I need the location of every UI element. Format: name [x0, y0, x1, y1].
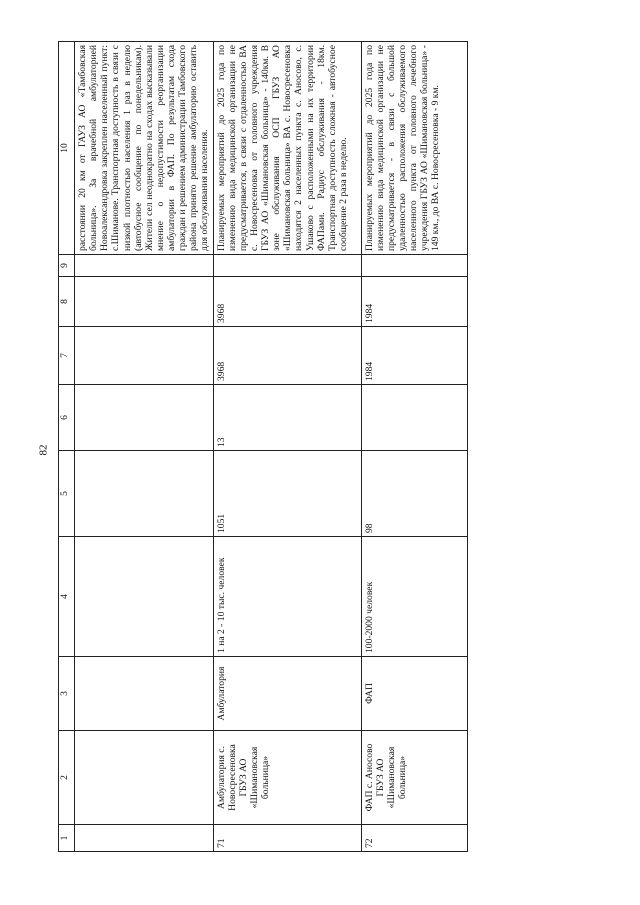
col-header: 8 — [59, 277, 75, 327]
value-col8: 1984 — [361, 277, 468, 327]
row-number: 72 — [361, 825, 468, 852]
table-row — [361, 42, 468, 852]
row-note: Планируемых мероприятий до 2025 года по изменению вида медицинской организации не предусматривается - в связи с большой удаленностью расположения обслуживаемого населенного пункта от головного лечебного учреждения ГБУЗ АО «Шимановская больница» - 149 км., до ВА с. Новосресеновка - 9 км. — [361, 42, 468, 255]
population-norm: 100-2000 человек — [361, 537, 468, 657]
col-header: 9 — [59, 255, 75, 277]
value-col8: 3968 — [213, 277, 361, 327]
value-col6: 13 — [213, 385, 361, 451]
row-number: 71 — [213, 825, 361, 852]
col-header: 3 — [59, 657, 75, 731]
population-norm: 1 на 2 - 10 тыс. человек — [213, 537, 361, 657]
col-header: 2 — [59, 731, 75, 825]
facilities-table — [58, 41, 468, 852]
facility-type: Амбулатория — [213, 657, 361, 731]
row-note: Планируемых мероприятий до 2025 года по изменению вида медицинской организации не предусматривается, в связи с отдаленностью ВА с. Новосресеновка от головного учреждения ГБУЗ АО «Шимановская больница» - 140км. В зоне обслуживания ОСП ГБУЗ АО «Шимановская больница» ВА с. Новосресеновка находятся 2 населенных пункта с. Аносово, с. Ушаково с расположенными на их территории ФАПами. Радиус обслуживания - 18км. Транспортная доступность сложная - автобусное сообщение 2 раза в неделю. — [213, 42, 361, 255]
continuation-note: расстоянии 20 км от ГАУЗ АО «Тамбовская больница». За врачебной амбулаторией Новоалександровка закреплен населенный пункт: с.Шиманове. Транспортная доступность в связи с низкой плотностью населения 1 раз в неделю (автобусное сообщение по понедельникам). Жители сел неоднократно на сходах высказывали мнение о недопустимости реорганизации амбулатории в ФАП. По результатам схода граждан и решением администрации Тамбовского района принято решение амбулаторию оставить для обслуживания населения. — [75, 42, 214, 255]
table-row — [213, 42, 361, 852]
col-header: 10 — [59, 42, 75, 255]
value-col7: 1984 — [361, 327, 468, 385]
continuation-row — [75, 42, 214, 852]
population-served: 98 — [361, 451, 468, 537]
facility-type: ФАП — [361, 657, 468, 731]
col-header: 7 — [59, 327, 75, 385]
value-col9 — [213, 255, 361, 277]
facility-name: Амбулатория с. Новосресеновка ГБУЗ АО «Шимановская больница» — [213, 731, 361, 825]
page-number: 82 — [37, 444, 50, 456]
population-served: 1051 — [213, 451, 361, 537]
value-col7: 3968 — [213, 327, 361, 385]
rotated-table-sheet — [58, 42, 468, 852]
col-header: 1 — [59, 825, 75, 852]
col-header: 5 — [59, 451, 75, 537]
facility-name: ФАП с. Аносово ГБУЗ АО «Шимановская больница» — [361, 731, 468, 825]
col-header: 6 — [59, 385, 75, 451]
column-number-row — [59, 42, 75, 852]
value-col6 — [361, 385, 468, 451]
value-col9 — [361, 255, 468, 277]
col-header: 4 — [59, 537, 75, 657]
